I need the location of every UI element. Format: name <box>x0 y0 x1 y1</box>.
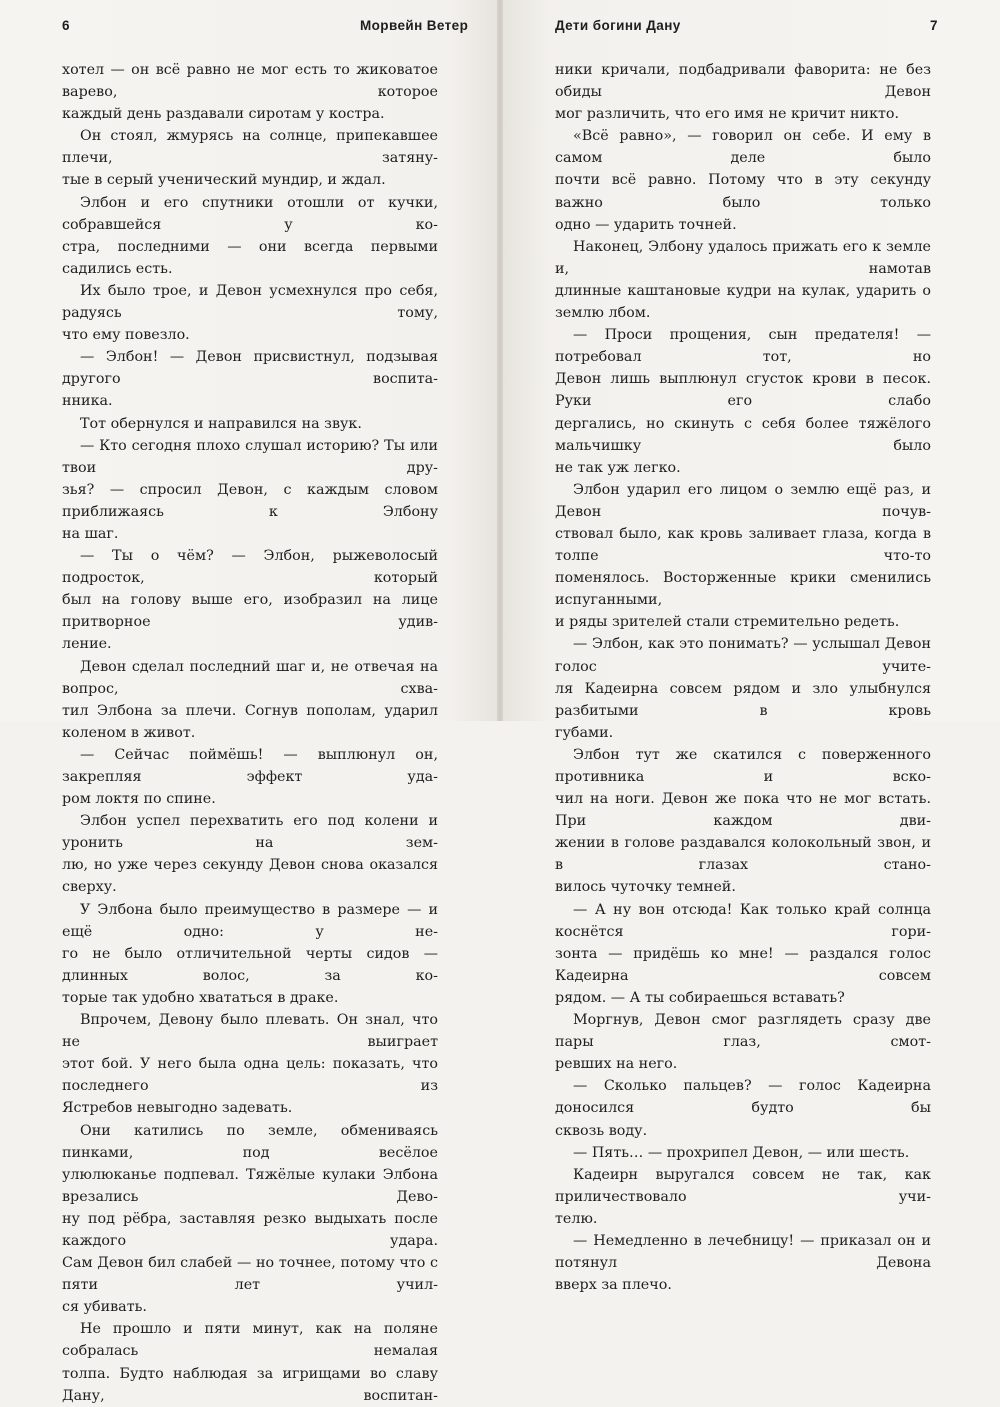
text-line: ствовал было, как кровь заливает глаза, когда в толпе что-то <box>555 525 931 565</box>
text-line: Сам Девон бил слабей — но точнее, потому что с пяти лет учил- <box>62 1255 438 1294</box>
text-line: Они катились по земле, обмениваясь пинками, под весёлое <box>62 1122 438 1161</box>
text-line: — Элбон! — Девон присвистнул, подзывая другого воспита- <box>62 349 438 388</box>
text-line: ники кричали, подбадривали фаворита: не без обиды Девон <box>555 62 931 101</box>
text-line: — Ты о чём? — Элбон, рыжеволосый подросток, который <box>62 548 438 587</box>
text-line: — Сейчас поймёшь! — выплюнул он, закрепляя эффект уда- <box>62 746 438 785</box>
text-line: Кадеирн выругался совсем не так, как приличествовало учи- <box>555 1166 931 1205</box>
text-line: — А ну вон отсюда! Как только край солнца коснётся гори- <box>555 901 931 940</box>
text-line: Он стоял, жмурясь на солнце, припекавшее плечи, затяну- <box>62 128 438 167</box>
text-line: сквозь воду. <box>555 1122 648 1139</box>
text-line: чил на ноги. Девон же пока что не мог встать. При каждом дви- <box>555 791 931 830</box>
text-line: стра, последними — они всегда первыми садились есть. <box>62 238 438 277</box>
text-line: зонта — придёшь ко мне! — раздался голос Кадеирна совсем <box>555 945 931 984</box>
text-line: — Сколько пальцев? — голос Кадеирна доносился будто бы <box>555 1078 931 1117</box>
text-line: и ряды зрителей стали стремительно редеть. <box>555 614 900 631</box>
text-line: ля Кадеирна совсем рядом и зло улыбнулся разбитыми в кровь <box>555 680 931 719</box>
text-line: поменялось. Восторженные крики сменились испуганными, <box>555 570 931 609</box>
text-line: каждый день раздавали сиротам у костра. <box>62 106 385 123</box>
text-line: одно — ударить точней. <box>555 216 737 233</box>
text-line: хотел — он всё равно не мог есть то жиковатое варево, которое <box>62 62 438 101</box>
text-line: Элбон тут же скатился с поверженного противника и вско- <box>555 746 931 785</box>
text-line: что ему повезло. <box>62 327 190 344</box>
text-line: ся убивать. <box>62 1299 147 1316</box>
text-line: ление. <box>62 636 112 653</box>
text-line: вилось чуточку темней. <box>555 879 736 896</box>
text-line: Элбон ударил его лицом о землю ещё раз, и Девон почув- <box>555 481 931 520</box>
page-number: 7 <box>930 18 938 33</box>
text-line: толпа. Будто наблюдая за игрищами во славу Дану, воспитан- <box>62 1365 438 1404</box>
text-line: зья? — спросил Девон, с каждым словом приближаясь к Элбону <box>62 481 438 520</box>
text-line: торые так удобно хвататься в драке. <box>62 989 339 1006</box>
text-line: Их было трое, и Девон усмехнулся про себя, радуясь тому, <box>62 282 438 322</box>
text-line: телю. <box>555 1210 598 1227</box>
running-head: Дети богини Дану <box>555 18 681 33</box>
text-line: Элбон успел перехватить его под колени и уронить на зем- <box>62 813 438 852</box>
text-line: вверх за плечо. <box>555 1277 672 1294</box>
text-line: — Пять… — прохрипел Девон, — или шесть. <box>573 1144 910 1161</box>
text-line: — Проси прощения, сын предателя! — потребовал тот, но <box>555 327 931 366</box>
text-line: Ястребов невыгодно задевать. <box>62 1100 293 1117</box>
text-line: тил Элбона за плечи. Согнув пополам, ударил коленом в живот. <box>62 702 438 741</box>
text-line: Впрочем, Девону было плевать. Он знал, что не выиграет <box>62 1012 438 1051</box>
text-line: не так уж легко. <box>555 459 681 476</box>
text-line: этот бой. У него была одна цель: показать, что последнего из <box>62 1056 438 1095</box>
text-line: Моргнув, Девон смог разглядеть сразу две пары глаз, смот- <box>555 1012 931 1051</box>
text-line: Девон лишь выплюнул сгусток крови в песок. Руки его слабо <box>555 371 931 410</box>
text-line: на шаг. <box>62 525 119 542</box>
text-line: ну под рёбра, заставляя резко выдыхать после каждого удара. <box>62 1210 438 1249</box>
text-line: нника. <box>62 393 113 410</box>
text-line: ревших на него. <box>555 1056 678 1073</box>
text-line: — Элбон, как это понимать? — услышал Девон голос учите- <box>555 636 931 675</box>
text-line: тые в серый ученический мундир, и ждал. <box>62 172 386 189</box>
text-line: «Всё равно», — говорил он себе. И ему в самом деле было <box>555 128 931 167</box>
text-line: почти всё равно. Потому что в эту секунду важно было только <box>555 172 931 211</box>
text-line: го не было отличительной черты сидов — длинных волос, за ко- <box>62 945 438 984</box>
text-line: Не прошло и пяти минут, как на поляне собралась немалая <box>62 1321 438 1360</box>
text-line: — Кто сегодня плохо слушал историю? Ты или твои дру- <box>62 437 438 476</box>
text-line: длинные каштановые кудри на кулак, ударить о землю лбом. <box>555 282 931 322</box>
text-line: У Элбона было преимущество в размере — и ещё одно: у не- <box>62 901 438 940</box>
text-line: Наконец, Элбону удалось прижать его к земле и, намотав <box>555 238 931 277</box>
text-line: дергались, но скинуть с себя более тяжёлого мальчишку было <box>555 415 931 454</box>
text-line: Элбон и его спутники отошли от кучки, собравшейся у ко- <box>62 194 438 233</box>
text-line: рядом. — А ты собираешься вставать? <box>555 989 845 1006</box>
text-line: лю, но уже через секунду Девон снова оказался сверху. <box>62 857 438 896</box>
body-text <box>555 59 931 1296</box>
page-number: 6 <box>62 18 70 33</box>
text-line: мог различить, что его имя не кричит никто. <box>555 106 900 123</box>
text-line: жении в голове раздавался колокольный звон, и в глазах стано- <box>555 835 931 874</box>
text-line: Тот обернулся и направился на звук. <box>80 415 362 432</box>
running-head: Морвейн Ветер <box>360 18 469 33</box>
text-line: был на голову выше его, изобразил на лице притворное удив- <box>62 592 438 631</box>
text-line: Девон сделал последний шаг и, не отвечая на вопрос, схва- <box>62 658 438 697</box>
text-line: улюлюканье подпевал. Тяжёлые кулаки Элбона врезались Дево- <box>62 1166 438 1205</box>
text-line: — Немедленно в лечебницу! — приказал он и потянул Девона <box>555 1232 931 1272</box>
right-page <box>500 0 1000 1294</box>
body-text <box>62 59 438 1407</box>
gutter <box>497 0 503 721</box>
text-line: губами. <box>555 724 614 741</box>
text-line: ром локтя по спине. <box>62 791 216 808</box>
left-page <box>0 0 500 1404</box>
